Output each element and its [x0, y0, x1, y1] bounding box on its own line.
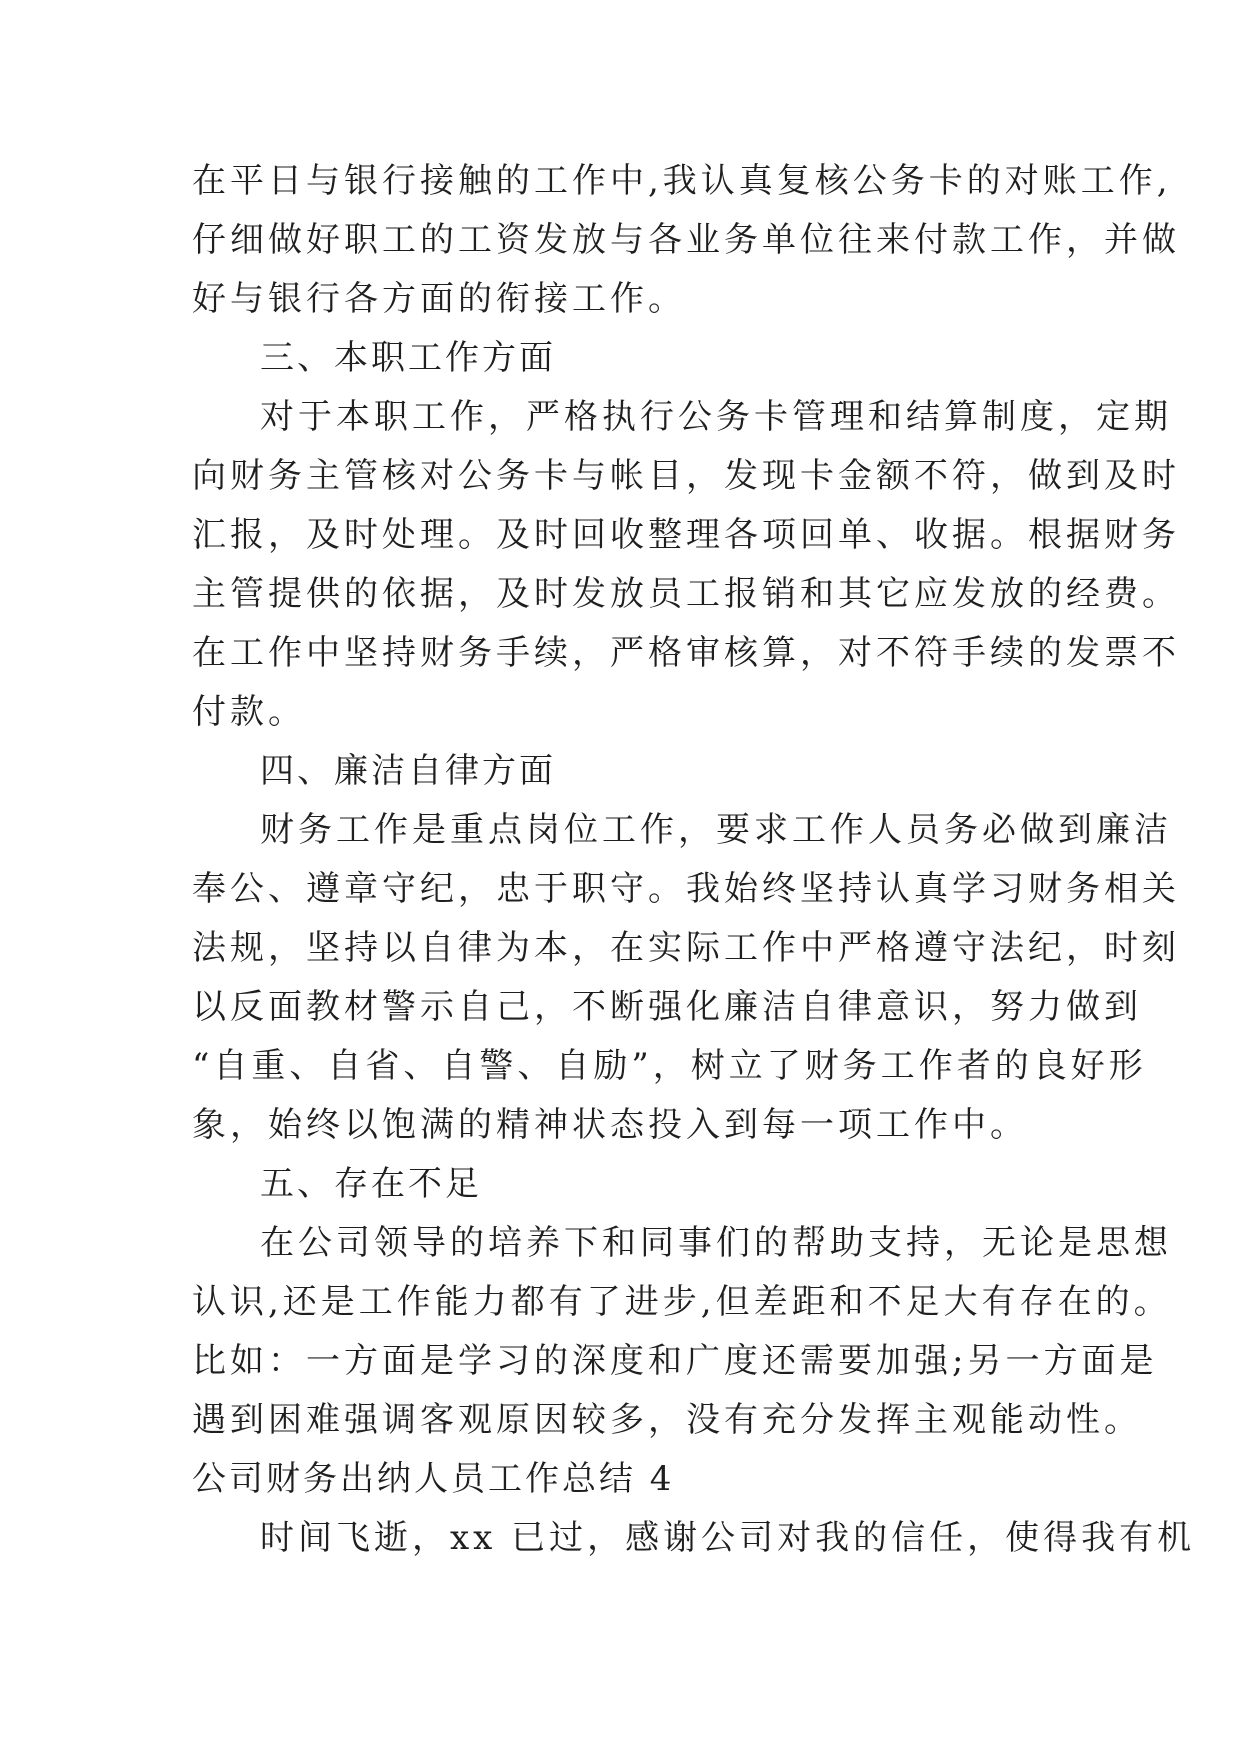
paragraph-line: 好与银行各方面的衔接工作。	[192, 279, 686, 319]
section-heading-4: 四、廉洁自律方面	[260, 751, 556, 791]
section-heading-3: 三、本职工作方面	[260, 338, 556, 378]
paragraph-line: 仔细做好职工的工资发放与各业务单位往来付款工作，并做	[192, 220, 1180, 260]
paragraph-line: 在公司领导的培养下和同事们的帮助支持，无论是思想	[260, 1223, 1172, 1263]
paragraph-line: 遇到困难强调客观原因较多，没有充分发挥主观能动性。	[192, 1400, 1142, 1440]
paragraph-line: “自重、自省、自警、自励”，树立了财务工作者的良好形	[192, 1046, 1147, 1086]
paragraph-line: 象，始终以饱满的精神状态投入到每一项工作中。	[192, 1105, 1028, 1145]
paragraph-line: 在工作中坚持财务手续，严格审核算，对不符手续的发票不	[192, 633, 1180, 673]
document-section-title: 公司财务出纳人员工作总结 4	[192, 1459, 675, 1499]
paragraph-line: 认识,还是工作能力都有了进步,但差距和不足大有存在的。	[192, 1282, 1172, 1322]
document-body	[192, 152, 1196, 1568]
paragraph-line: 在平日与银行接触的工作中,我认真复核公务卡的对账工作,	[192, 161, 1172, 201]
paragraph-line: 以反面教材警示自己，不断强化廉洁自律意识，努力做到	[192, 987, 1142, 1027]
paragraph-line: 时间飞逝，xx 已过，感谢公司对我的信任，使得我有机	[260, 1518, 1196, 1558]
paragraph-line: 财务工作是重点岗位工作，要求工作人员务必做到廉洁	[260, 810, 1172, 850]
paragraph-line: 比如：一方面是学习的深度和广度还需要加强;另一方面是	[192, 1341, 1158, 1381]
paragraph-line: 奉公、遵章守纪，忠于职守。我始终坚持认真学习财务相关	[192, 869, 1180, 909]
paragraph-line: 向财务主管核对公务卡与帐目，发现卡金额不符，做到及时	[192, 456, 1180, 496]
paragraph-line: 汇报，及时处理。及时回收整理各项回单、收据。根据财务	[192, 515, 1180, 555]
paragraph-line: 对于本职工作，严格执行公务卡管理和结算制度，定期	[260, 397, 1172, 437]
section-heading-5: 五、存在不足	[260, 1164, 482, 1204]
paragraph-line: 法规，坚持以自律为本，在实际工作中严格遵守法纪，时刻	[192, 928, 1180, 968]
paragraph-line: 付款。	[192, 692, 306, 732]
paragraph-line: 主管提供的依据，及时发放员工报销和其它应发放的经费。	[192, 574, 1180, 614]
